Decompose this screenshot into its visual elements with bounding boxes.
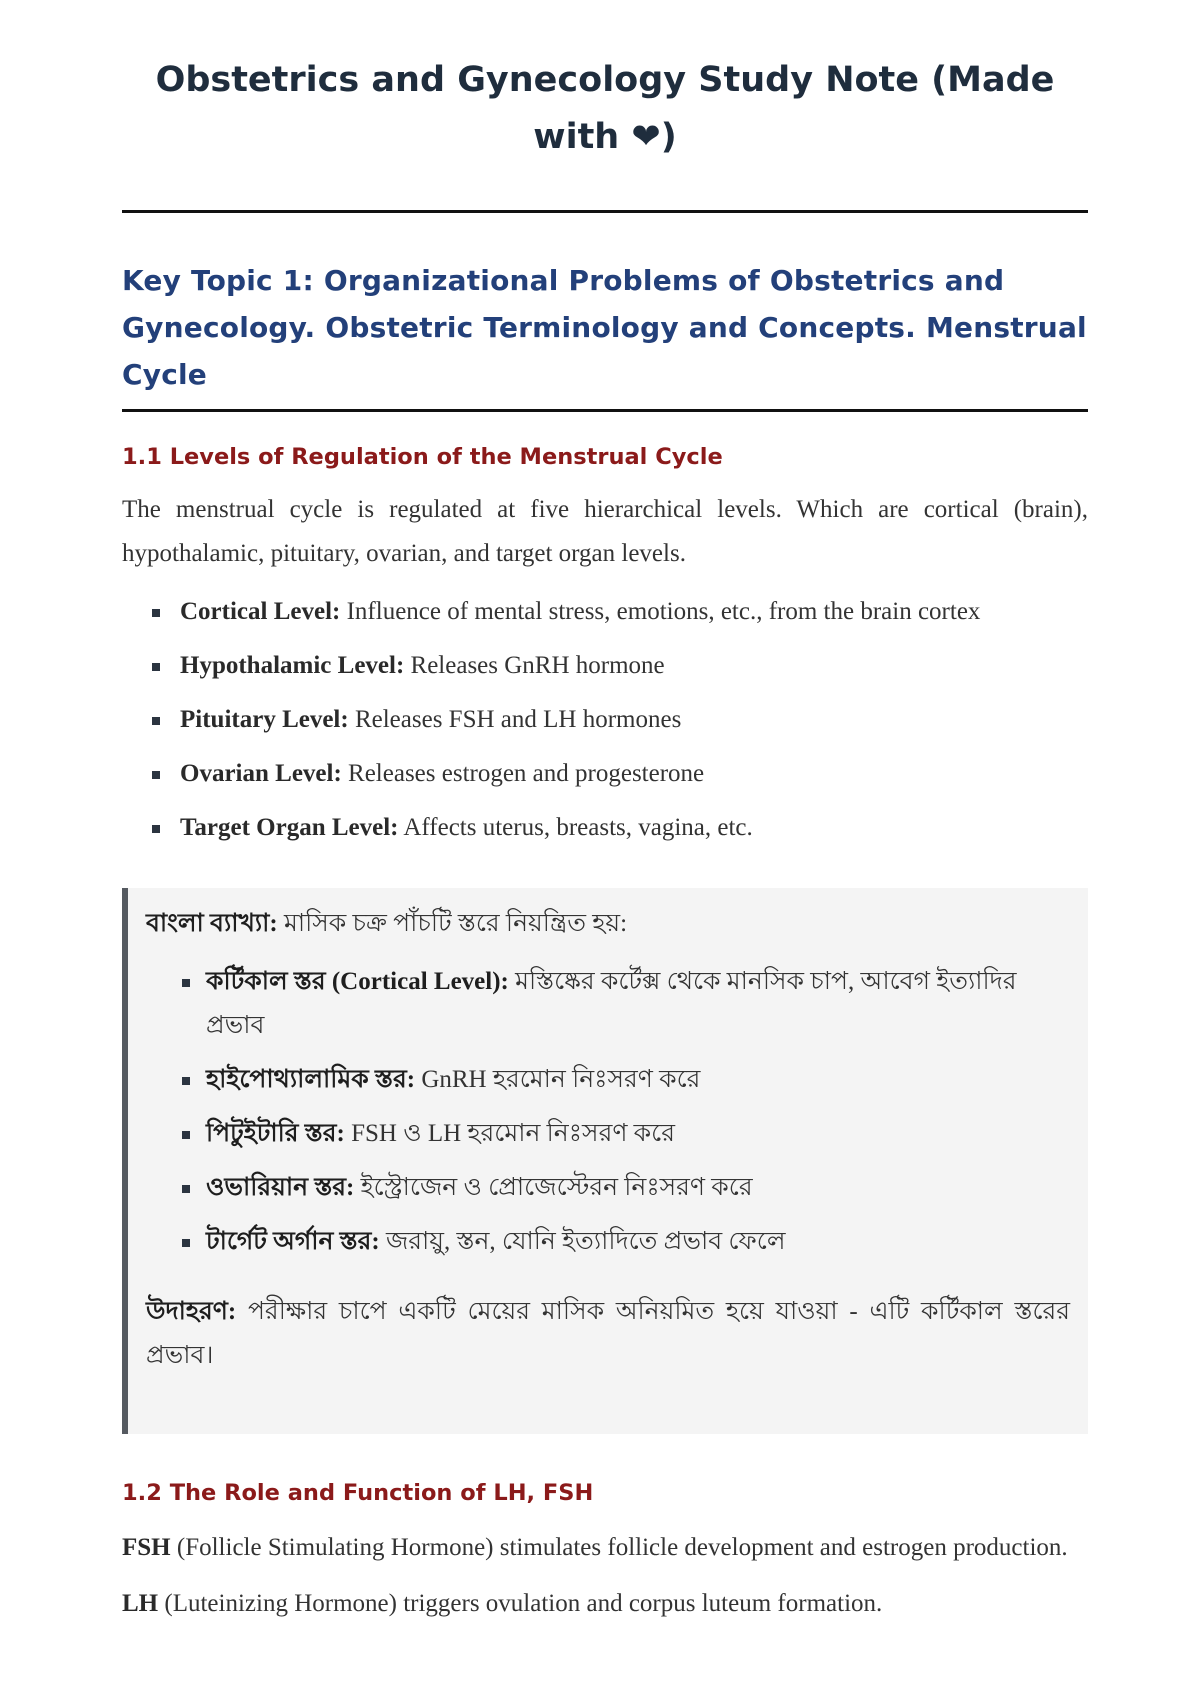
- regulation-levels-list: [122, 590, 1088, 850]
- section-1-1-intro: The menstrual cycle is regulated at five hierarchical levels. Which are cortical (brain), hypothalamic, pituitary, ovarian, and target organ levels.: [122, 496, 1088, 567]
- level-desc: Releases GnRH hormone: [404, 652, 665, 679]
- level-desc: Influence of mental stress, emotions, etc., from the brain cortex: [340, 598, 981, 625]
- level-term: Pituitary Level:: [180, 706, 349, 733]
- level-desc: Releases FSH and LH hormones: [348, 706, 682, 733]
- list-item: [182, 1220, 1070, 1264]
- fsh-text: (Follicle Stimulating Hormone) stimulates follicle development and estrogen production.: [170, 1534, 1068, 1561]
- list-item: [182, 1112, 1070, 1156]
- level-desc: Affects uterus, breasts, vagina, etc.: [398, 814, 753, 841]
- list-item: [182, 1058, 1070, 1102]
- level-desc: Releases estrogen and progesterone: [341, 760, 705, 787]
- topic-divider: [122, 409, 1088, 412]
- bangla-intro-text: মাসিক চক্র পাঁচটি স্তরে নিয়ন্ত্রিত হয়:: [277, 910, 628, 937]
- bangla-levels-list: [146, 960, 1070, 1264]
- bangla-intro: [146, 902, 1070, 946]
- level-term: Cortical Level:: [180, 598, 341, 625]
- lh-paragraph: [122, 1582, 1088, 1626]
- list-item: [152, 644, 1088, 688]
- fsh-term: FSH: [122, 1534, 171, 1561]
- section-1-1-heading: 1.1 Levels of Regulation of the Menstrual Cycle: [122, 444, 723, 470]
- bangla-desc: মস্তিষ্কের কর্টেক্স থেকে মানসিক চাপ, আবেগ ইত্যাদির প্রভাব: [206, 968, 1017, 1039]
- list-item: [182, 1166, 1070, 1210]
- level-term: Ovarian Level:: [180, 760, 342, 787]
- bangla-desc: ইস্ট্রোজেন ও প্রোজেস্টেরন নিঃসরণ করে: [354, 1174, 753, 1201]
- bangla-term: পিটুইটারি স্তর:: [206, 1120, 345, 1147]
- list-item: [152, 698, 1088, 742]
- example-text: পরীক্ষার চাপে একটি মেয়ের মাসিক অনিয়মিত হয়ে যাওয়া - এটি কর্টিকাল স্তরের প্রভাব।: [146, 1298, 1070, 1369]
- example-label: উদাহরণ:: [146, 1298, 237, 1325]
- document-title: Obstetrics and Gynecology Study Note (Made with ❤): [155, 60, 1055, 157]
- bangla-explanation-callout: [122, 888, 1088, 1434]
- lh-text: (Luteinizing Hormone) triggers ovulation and corpus luteum formation.: [158, 1590, 883, 1617]
- title-divider: [122, 210, 1088, 213]
- bangla-desc: GnRH হরমোন নিঃসরণ করে: [415, 1066, 701, 1093]
- level-term: Hypothalamic Level:: [180, 652, 405, 679]
- lh-term: LH: [122, 1590, 159, 1617]
- list-item: [152, 590, 1088, 634]
- bangla-term: হাইপোথ্যালামিক স্তর:: [206, 1066, 416, 1093]
- section-1-2-heading: 1.2 The Role and Function of LH, FSH: [122, 1480, 594, 1506]
- bangla-label: বাংলা ব্যাখ্যা:: [146, 910, 278, 937]
- bangla-term: ওভারিয়ান স্তর:: [206, 1174, 355, 1201]
- key-topic-heading: Key Topic 1: Organizational Problems of Obstetrics and Gynecology. Obstetric Terminology and Concepts. Menstrual Cycle: [122, 264, 1087, 391]
- bangla-term: কর্টিকাল স্তর (Cortical Level):: [206, 968, 509, 995]
- list-item: [152, 752, 1088, 796]
- list-item: [152, 806, 1088, 850]
- bangla-desc: FSH ও LH হরমোন নিঃসরণ করে: [344, 1120, 675, 1147]
- bangla-desc: জরায়ু, স্তন, যোনি ইত্যাদিতে প্রভাব ফেলে: [379, 1228, 786, 1255]
- bangla-term: টার্গেট অর্গান স্তর:: [206, 1228, 380, 1255]
- bangla-example: [146, 1290, 1070, 1378]
- list-item: [182, 960, 1070, 1048]
- level-term: Target Organ Level:: [180, 814, 399, 841]
- fsh-paragraph: [122, 1526, 1088, 1570]
